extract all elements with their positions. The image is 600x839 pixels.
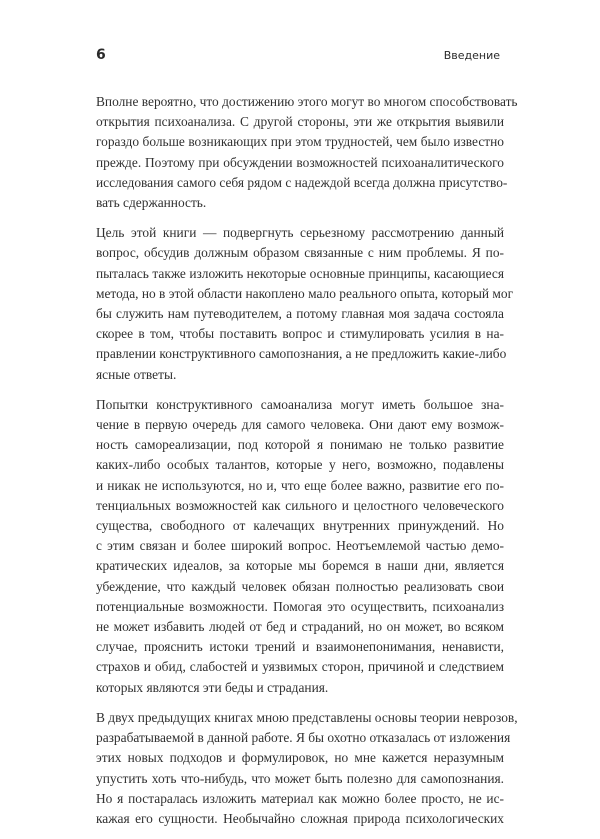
text-line: скорее в том, чтобы поставить вопрос и стимулировать усилия в на-: [96, 326, 504, 342]
text-line: ясные ответы.: [96, 366, 177, 382]
text-line: исследования самого себя рядом с надеждой всегда должна присутство-: [96, 174, 508, 190]
text-line: Цель этой книги — подвергнуть серьезному рассмотрению данный: [96, 225, 504, 241]
text-line: ность самореализации, под которой я понимаю не только развитие: [96, 437, 504, 453]
text-line: существа, свободного от калечащих внутренних принуждений. Но: [96, 518, 504, 534]
paragraph-2: [96, 223, 514, 385]
text-line: страхов и обид, слабостей и уязвимых сторон, причиной и следствием: [96, 659, 504, 675]
text-line: тенциальных возможностей как сильного и целостного человеческого: [96, 497, 504, 513]
text-line: Попытки конструктивного самоанализа могут иметь большое зна-: [96, 396, 504, 412]
text-line: и никак не используются, но и, что еще более важно, развитие его по-: [96, 477, 504, 493]
text-line: этих новых подходов и формулировок, но мне кажется неразумным: [96, 750, 504, 766]
text-line: гораздо больше возникающих при этом трудностей, чем было известно: [96, 134, 504, 150]
text-line: правлении конструктивного самопознания, а не предложить какие-либо: [96, 346, 507, 362]
text-line: не может избавить людей от бед и страданий, но он может, во всяком: [96, 619, 504, 635]
body-text: [96, 92, 518, 839]
text-line: которых являются эти беды и страдания.: [96, 679, 329, 695]
text-line: Но я постаралась изложить материал как можно более просто, не ис-: [96, 790, 504, 806]
text-line: чение в первую очередь для самого человека. Они дают ему возмож-: [96, 417, 504, 433]
text-line: В двух предыдущих книгах мною представлены основы теории неврозов,: [96, 709, 518, 725]
text-line: убеждение, что каждый человек обязан полностью реализовать свои: [96, 578, 504, 594]
page-number: 6: [96, 47, 106, 63]
text-line: Вполне вероятно, что достижению этого могут во многом способствовать: [96, 94, 518, 109]
text-line: метода, но в этой области накоплено мало реального опыта, который мог: [96, 285, 514, 301]
text-line: открытия психоанализа. С другой стороны, эти же открытия выявили: [96, 114, 504, 130]
text-line: прежде. Поэтому при обсуждении возможностей психоаналитического: [96, 154, 504, 170]
paragraph-1: [96, 92, 518, 213]
text-line: потенциальные возможности. Помогая это осуществить, психоанализ: [96, 598, 504, 614]
text-line: упустить хоть что-нибудь, что может быть полезно для самопознания.: [96, 770, 504, 786]
running-head: Введение: [443, 49, 500, 62]
text-line: разрабатываемой в данной работе. Я бы охотно отказалась от изложения: [96, 730, 511, 746]
paragraph-3: [96, 395, 504, 698]
text-line: кратических идеалов, за которые мы боремся в наши дни, является: [96, 558, 504, 574]
text-line: с этим связан и более широкий вопрос. Неотъемлемой частью демо-: [96, 538, 504, 554]
text-line: каких-либо особых талантов, которые у него, возможно, подавлены: [96, 457, 504, 473]
text-line: случае, прояснить истоки трений и взаимонепонимания, ненависти,: [96, 639, 504, 655]
text-line: бы служить нам путеводителем, а потому главная моя задача состояла: [96, 306, 504, 322]
paragraph-4: [96, 708, 518, 829]
text-line: пыталась также изложить некоторые основные принципы, касающиеся: [96, 265, 504, 281]
text-line: кажая его сущности. Необычайно сложная природа психологических: [96, 810, 504, 826]
text-line: вать сдержанность.: [96, 195, 207, 211]
text-line: вопрос, обсудив должным образом связанные с ним проблемы. Я по-: [96, 245, 504, 261]
